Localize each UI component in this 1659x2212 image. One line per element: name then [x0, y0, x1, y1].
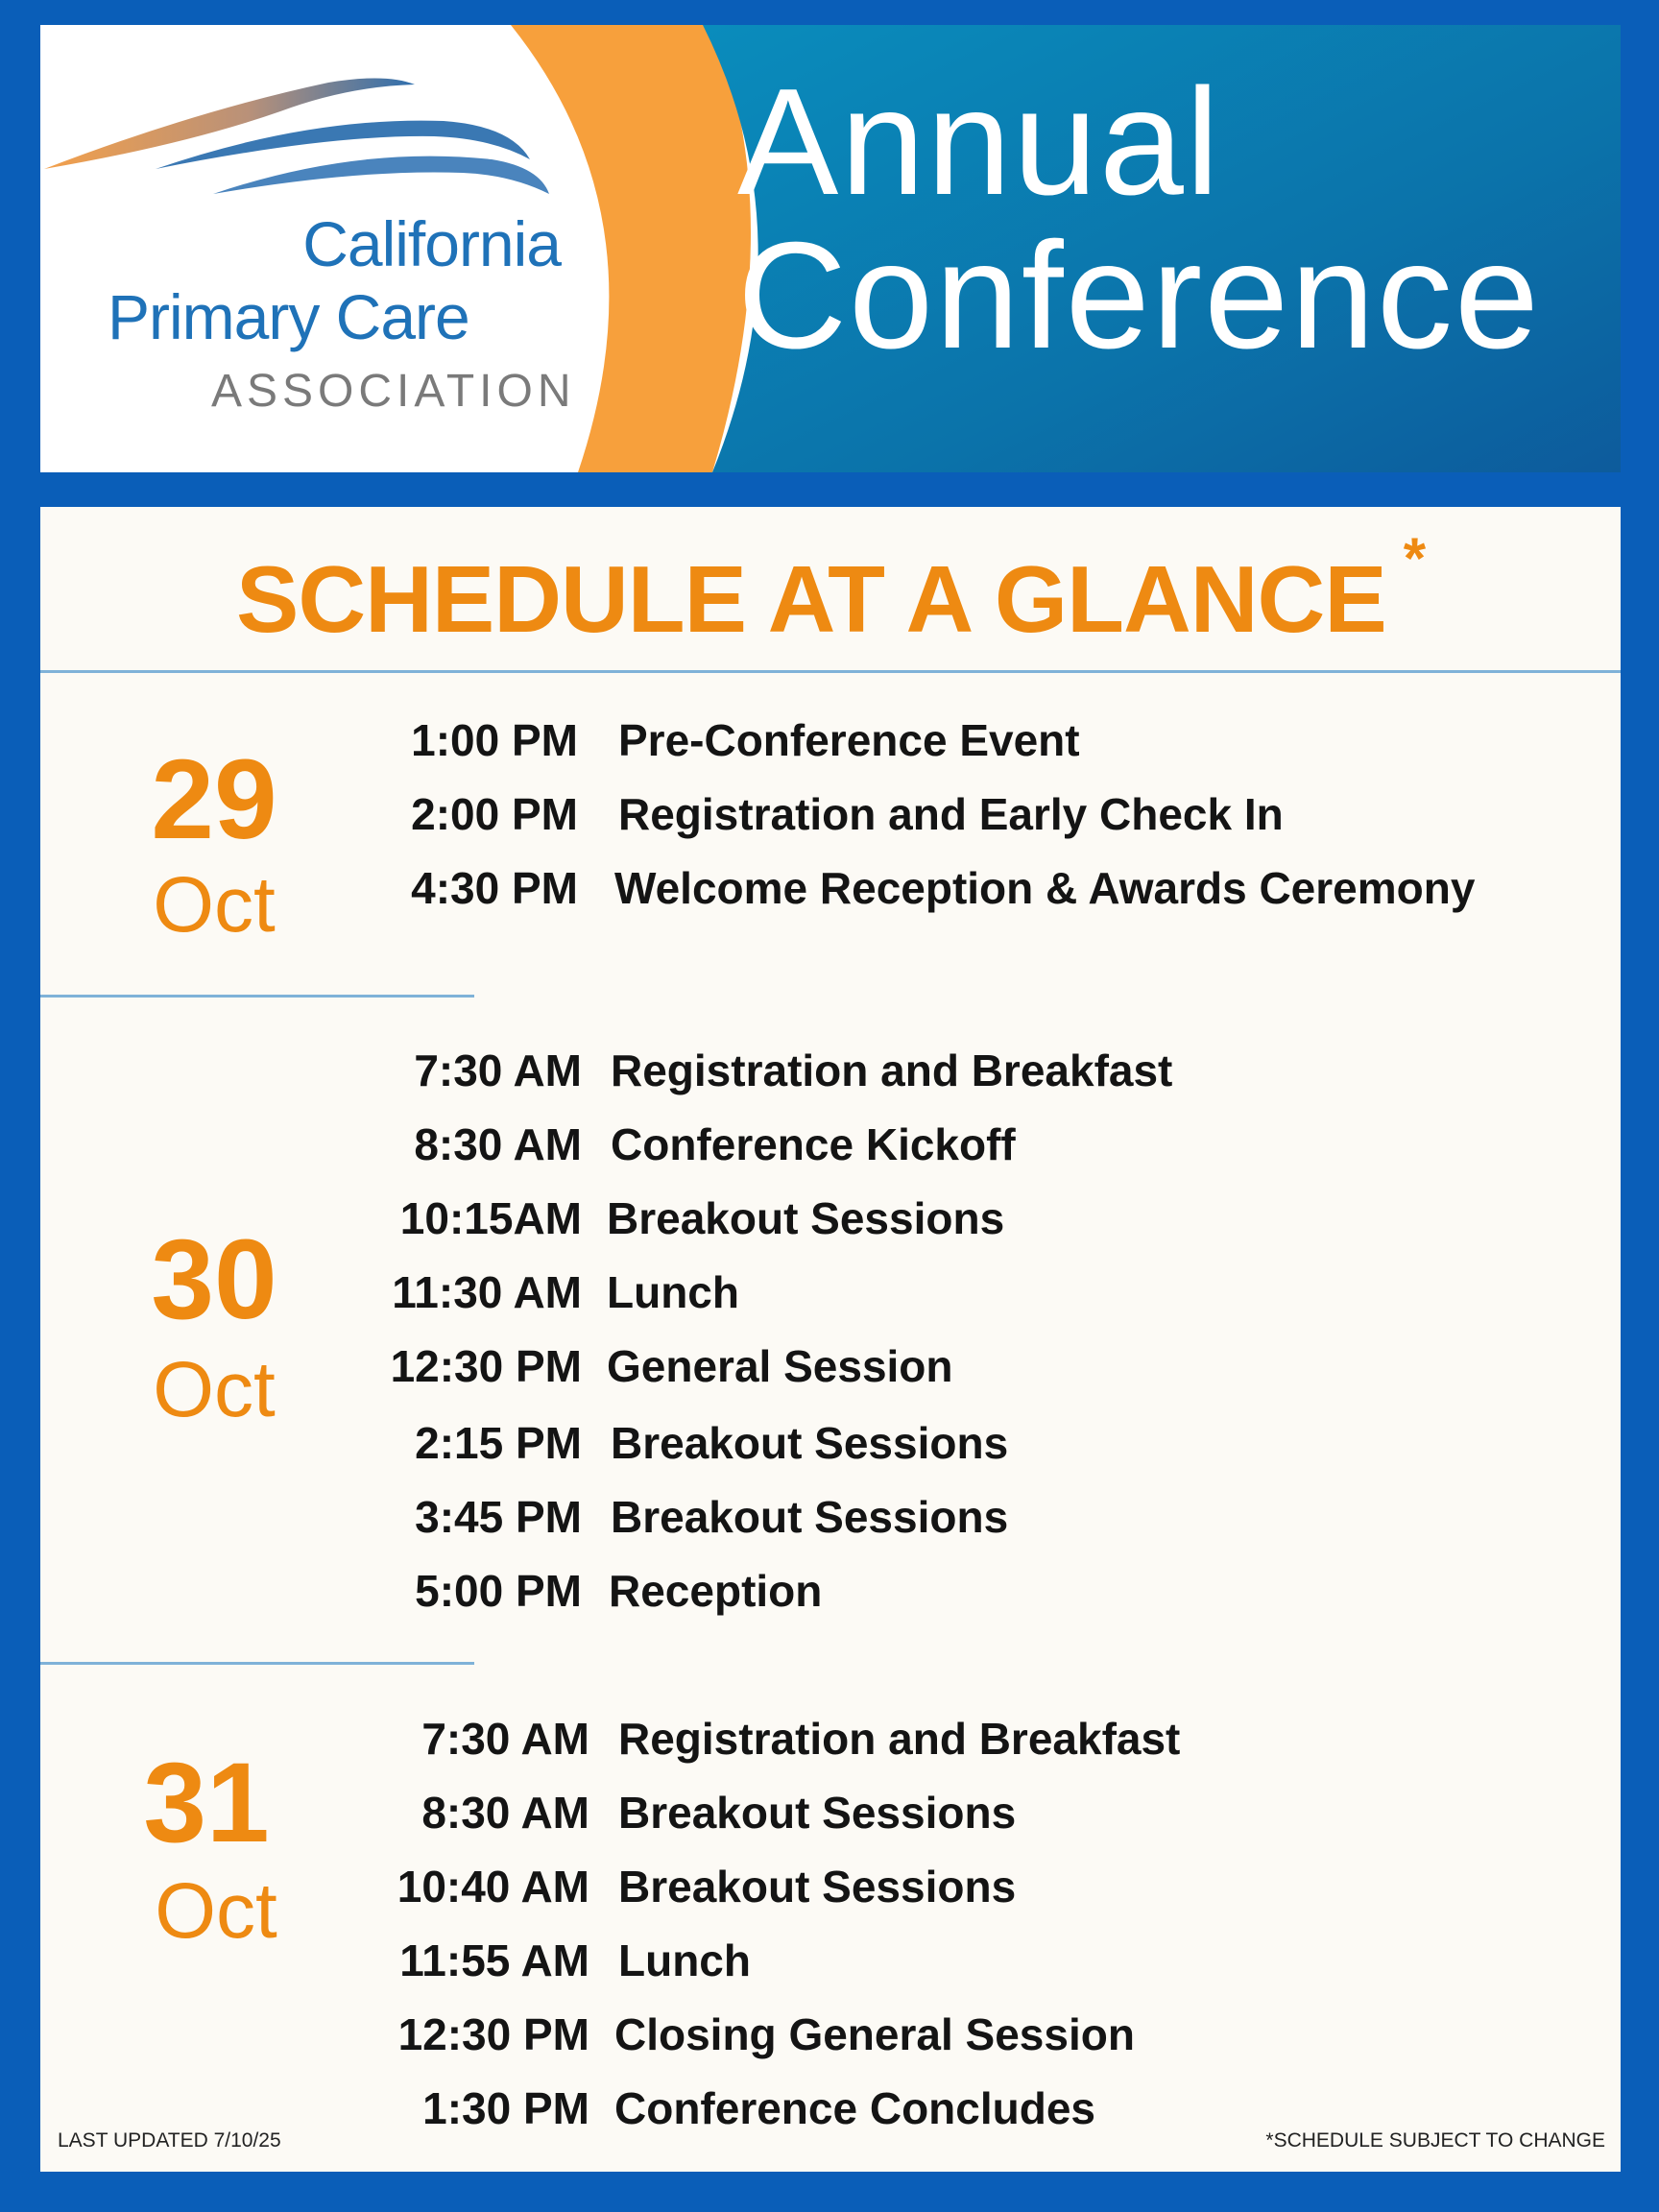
event-time: 3:45 PM — [415, 1492, 582, 1542]
day-divider — [40, 995, 474, 998]
event-time: 7:30 AM — [414, 1046, 582, 1095]
asterisk-mark: * — [1403, 526, 1426, 590]
logo-line-california: California — [302, 208, 561, 279]
day-number: 30 — [151, 1216, 277, 1343]
event-time: 2:00 PM — [411, 789, 578, 839]
schedule-panel — [40, 507, 1621, 2172]
event-name: Reception — [609, 1566, 823, 1616]
event-name: Conference Concludes — [614, 2083, 1095, 2133]
event-time: 10:15AM — [399, 1193, 582, 1243]
event-time: 12:30 PM — [397, 2009, 589, 2059]
event-name: Conference Kickoff — [611, 1119, 1016, 1169]
day-month: Oct — [155, 1867, 277, 1955]
day-divider — [40, 1662, 474, 1665]
event-time: 4:30 PM — [411, 863, 578, 913]
event-time: 10:40 AM — [397, 1862, 589, 1911]
event-name: Breakout Sessions — [611, 1418, 1009, 1468]
event-title-line2: Conference — [737, 211, 1541, 380]
day-month: Oct — [153, 861, 276, 949]
event-name: Breakout Sessions — [611, 1492, 1009, 1542]
event-name: Registration and Early Check In — [618, 789, 1284, 839]
title-divider — [40, 670, 1621, 673]
day-number: 29 — [151, 736, 277, 863]
header-banner — [40, 25, 1621, 472]
event-time: 1:00 PM — [411, 715, 578, 765]
event-name: Welcome Reception & Awards Ceremony — [614, 863, 1476, 913]
logo-line-association: ASSOCIATION — [211, 366, 576, 417]
day-month: Oct — [153, 1346, 276, 1433]
event-name: Closing General Session — [614, 2009, 1135, 2059]
event-name: Breakout Sessions — [607, 1193, 1005, 1243]
event-title-line1: Annual — [737, 58, 1221, 227]
event-title — [737, 58, 1541, 380]
event-name: Registration and Breakfast — [611, 1046, 1173, 1095]
event-time: 7:30 AM — [421, 1714, 589, 1764]
event-time: 11:55 AM — [399, 1936, 589, 1985]
event-time: 5:00 PM — [415, 1566, 582, 1616]
event-time: 1:30 PM — [422, 2083, 589, 2133]
logo-wordmark — [73, 207, 576, 422]
event-name: Pre-Conference Event — [618, 715, 1080, 765]
event-name: Registration and Breakfast — [618, 1714, 1181, 1764]
event-name: General Session — [607, 1341, 953, 1391]
event-name: Breakout Sessions — [618, 1862, 1017, 1911]
event-name: Breakout Sessions — [618, 1788, 1017, 1838]
logo-line-primary-care: Primary Care — [108, 281, 469, 352]
event-name: Lunch — [607, 1267, 739, 1317]
event-time: 11:30 AM — [392, 1267, 582, 1317]
event-time: 2:15 PM — [415, 1418, 582, 1468]
schedule-disclaimer: *SCHEDULE SUBJECT TO CHANGE — [1265, 2129, 1605, 2152]
last-updated-note: LAST UPDATED 7/10/25 — [58, 2129, 281, 2152]
event-time: 12:30 PM — [390, 1341, 582, 1391]
event-name: Lunch — [618, 1936, 751, 1985]
event-time: 8:30 AM — [421, 1788, 589, 1838]
schedule-title — [40, 526, 1621, 654]
day-number: 31 — [143, 1740, 270, 1866]
schedule-title-text: SCHEDULE AT A GLANCE — [235, 546, 1386, 652]
event-time: 8:30 AM — [414, 1119, 582, 1169]
